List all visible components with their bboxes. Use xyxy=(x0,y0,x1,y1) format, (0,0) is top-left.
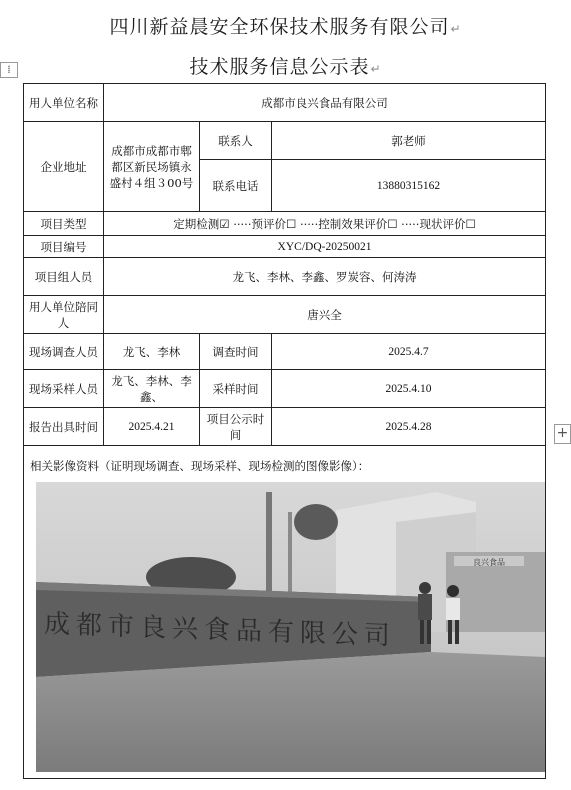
publish-value: 2025.4.28 xyxy=(272,408,546,446)
survey-staff-value: 龙飞、李林 xyxy=(104,334,200,370)
publish-label: 项目公示时间 xyxy=(200,408,272,446)
building-sign: 良兴食品 xyxy=(473,558,505,567)
escort-value: 唐兴全 xyxy=(104,296,546,334)
sampling-time-label: 采样时间 xyxy=(200,370,272,408)
sampling-time-value: 2025.4.10 xyxy=(272,370,546,408)
photo-caption: 相关影像资料（证明现场调查、现场采样、现场检测的图像影像）： xyxy=(30,459,370,473)
address-value: 成都市成都市郫都区新民场镇永盛村４组３00号 xyxy=(104,122,200,212)
survey-staff-label: 现场调查人员 xyxy=(24,334,104,370)
wall-sign: 成都市良兴食品有限公司 xyxy=(44,609,396,652)
info-table xyxy=(23,83,546,779)
phone-value: 13880315162 xyxy=(272,160,546,212)
sampling-staff-value: 龙飞、李林、李鑫、 xyxy=(104,370,200,408)
unit-value: 成都市良兴食品有限公司 xyxy=(104,84,546,122)
type-label: 项目类型 xyxy=(24,212,104,236)
site-photo xyxy=(36,482,546,772)
survey-time-value: 2025.4.7 xyxy=(272,334,546,370)
escort-label: 用人单位陪同人 xyxy=(24,296,104,334)
phone-label: 联系电话 xyxy=(200,160,272,212)
company-name: 四川新益晨安全环保技术服务有限公司↵ xyxy=(109,16,462,38)
report-date-label: 报告出具时间 xyxy=(24,408,104,446)
unit-label: 用人单位名称 xyxy=(24,84,104,122)
code-label: 项目编号 xyxy=(24,236,104,258)
address-label: 企业地址 xyxy=(24,122,104,212)
document-title: 技术服务信息公示表↵ xyxy=(189,56,382,78)
move-handle-icon[interactable]: ⁞ xyxy=(0,62,18,78)
survey-time-label: 调查时间 xyxy=(200,334,272,370)
members-label: 项目组人员 xyxy=(24,258,104,296)
photo-section xyxy=(24,446,546,779)
code-value: XYC/DQ-20250021 xyxy=(104,236,546,258)
contact-value: 郭老师 xyxy=(272,122,546,160)
report-date-value: 2025.4.21 xyxy=(104,408,200,446)
type-value: 定期检测☑ ·····预评价☐ ·····控制效果评价☐ ·····现状评价☐ xyxy=(104,212,546,236)
members-value: 龙飞、李林、李鑫、罗炭容、何涛涛 xyxy=(104,258,546,296)
site-photo-image xyxy=(36,482,546,772)
contact-label: 联系人 xyxy=(200,122,272,160)
plus-icon[interactable]: + xyxy=(554,424,571,444)
sampling-staff-label: 现场采样人员 xyxy=(24,370,104,408)
